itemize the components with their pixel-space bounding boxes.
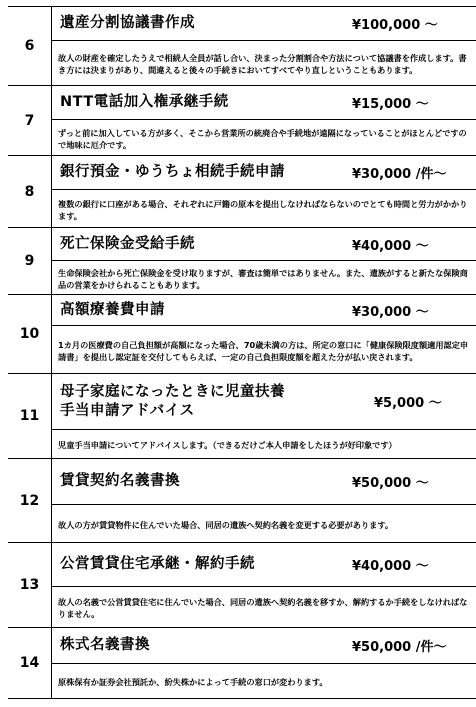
item-header xyxy=(52,295,476,326)
item-description: 故人の方が賃貸物件に住んでいた場合、同居の遺族へ契約名義を変更する必要があります。 xyxy=(58,519,394,530)
table-row xyxy=(8,373,476,458)
item-header xyxy=(52,543,476,587)
item-title: 遺産分割協議書作成 xyxy=(60,15,195,32)
item-description: 原株保有か証券会社預託か、紛失株かによって手続の窓口が変わります。 xyxy=(58,677,328,687)
item-title: 公営賃貸住宅承継・解約手続 xyxy=(60,556,255,573)
item-description: 故人の財産を確定したうえで相続人全員が話し合い、決まった分割割合や方法について協議書を作成します。書き方には決まりがあり、間違えると後々の手続きにおいてすべてやり直しということもあります。 xyxy=(58,53,467,75)
item-header xyxy=(52,459,476,505)
item-title-line: 手当申請アドバイス xyxy=(60,402,195,419)
item-price: ¥100,000 ～ xyxy=(352,18,438,33)
item-title: 銀行預金・ゆうちょ相続手続申請 xyxy=(60,164,285,181)
item-price: ¥30,000 ～ xyxy=(352,304,429,320)
table-row xyxy=(8,458,476,542)
item-number: 13 xyxy=(8,543,52,627)
item-number: 14 xyxy=(8,628,52,698)
item-number: 12 xyxy=(8,459,52,542)
item-title: 株式名義書換 xyxy=(60,637,150,654)
item-number: 9 xyxy=(8,228,52,294)
item-title: NTT電話加入権承継手続 xyxy=(60,94,229,111)
table-row xyxy=(8,227,476,294)
item-price: ¥50,000 ～ xyxy=(352,476,429,491)
item-description: 1カ月の医療費の自己負担額が高額になった場合、70歳未満の方は、所定の窓口に「健康保険限度額適用認定申請書」を提出し認定証を交付してもらえば、一定の自己負担限度額を超えた分が払い戻されます。 xyxy=(58,339,469,362)
item-title xyxy=(60,374,285,429)
table-bottom-border xyxy=(8,698,476,699)
item-price: ¥40,000 ～ xyxy=(352,559,429,574)
table-row xyxy=(8,294,476,373)
item-number: 10 xyxy=(8,295,52,373)
item-header xyxy=(52,7,476,41)
table-row xyxy=(8,627,476,698)
item-price: ¥15,000 ～ xyxy=(352,97,429,112)
item-number: 11 xyxy=(8,374,52,458)
item-description: 故人の名義で公営賃貸住宅に住んでいた場合、同居の遺族へ契約名義を移すか、解約するか手続をしなければなりません。 xyxy=(58,597,468,619)
item-price: ¥50,000 /件～ xyxy=(352,640,447,655)
item-number: 6 xyxy=(8,7,52,85)
item-title: 高額療養費申請 xyxy=(60,301,165,318)
table-row xyxy=(8,542,476,627)
table-row xyxy=(8,155,476,227)
item-title-line: 母子家庭になったときに児童扶養 xyxy=(60,383,285,400)
item-description: 生命保険会社から死亡保険金を受け取りますが、審査は簡単ではありません。また、遺族がすると新たな保険商品の営業をかけられることもあります。 xyxy=(58,267,468,290)
table-row xyxy=(8,85,476,155)
item-title: 死亡保険金受給手続 xyxy=(60,235,195,252)
item-number: 7 xyxy=(8,86,52,155)
item-number: 8 xyxy=(8,156,52,227)
item-header xyxy=(52,228,476,261)
item-description: ずっと前に加入している方が多く、そこから営業所の統廃合や手続地が遠隔になっていることがほとんどですので地味に厄介です。 xyxy=(58,127,467,150)
table-row xyxy=(8,6,476,85)
item-header xyxy=(52,86,476,120)
item-description: 複数の銀行に口座がある場合、それぞれに戸籍の原本を提出しなければならないのでとても時間と労力がかかります。 xyxy=(58,198,468,221)
item-price: ¥40,000 ～ xyxy=(352,238,429,254)
item-header xyxy=(52,156,476,190)
item-description: 児童手当申請についてアドバイスします。（できるだけご本人申請をしたほうが好印象です） xyxy=(58,440,397,450)
item-price: ¥30,000 /件～ xyxy=(352,167,447,182)
item-price: ¥5,000 ～ xyxy=(374,396,442,411)
item-header xyxy=(52,628,476,664)
item-title: 賃貸契約名義書換 xyxy=(60,473,180,490)
item-header xyxy=(52,374,476,430)
